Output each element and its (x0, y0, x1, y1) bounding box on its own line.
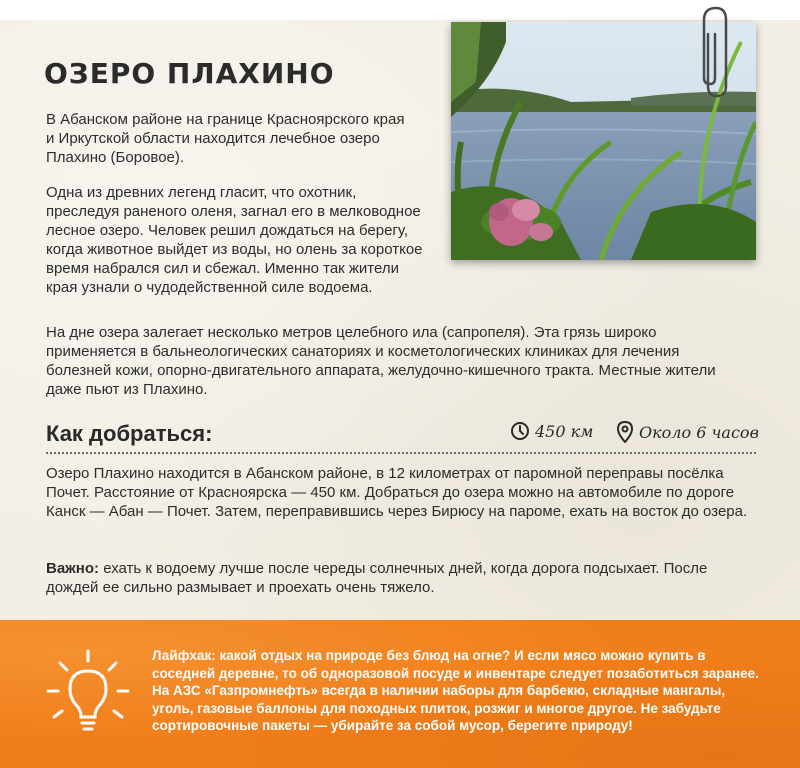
legend-paragraph: Одна из древних легенд гласит, что охотник, преследуя раненого оленя, загнал его в мелководное лесное озеро. Человек решил дождаться на берегу, когда животное выйдет из воды, но олень за короткое время набрался сил и сбежал. Именно так жители края узнали о чудодейственной силе водоема. (46, 184, 423, 296)
tip-text: Лайфхак: какой отдых на природе без блюд на огне? И если мясо можно купить в соседней деревне, то об одноразовой посуде и инвентаре следует позаботиться заранее. На АЗС «Газпромнефть» всегда в наличии наборы для барбекю, складные мангалы, уголь, газовые баллоны для походных плиток, розжиг и многое другое. Не забудьте сортировочные пакеты — убирайте за собой мусор, берегите природу! (152, 648, 759, 733)
time-value: Около 6 часов (639, 422, 759, 442)
important-label: Важно: (46, 560, 100, 577)
location-pin-icon (616, 421, 634, 443)
route-heading: Как добраться: (46, 421, 213, 446)
important-paragraph (46, 559, 756, 597)
intro-paragraph: В Абанском районе на границе Красноярского края и Иркутской области находится лечебное озеро Плахино (Боровое). (46, 111, 405, 166)
paperclip-icon (698, 4, 734, 100)
distance-info (510, 421, 593, 441)
important-text: ехать к водоему лучше после череды солнечных дней, когда дорога подсыхает. После дождей ее сильно размывает и проехать очень тяжело. (46, 560, 708, 596)
clock-icon (510, 421, 530, 441)
dotted-divider (46, 452, 756, 454)
route-paragraph: Озеро Плахино находится в Абанском районе, в 12 километрах от паромной переправы посёлка Почет. Расстояние от Красноярска — 450 км. Добраться до озера можно на автомобиле по дороге Канск — Абан — Почет. Затем, переправившись через Бирюсу на пароме, ехать на восток до озера. (46, 465, 748, 520)
page-title: ОЗЕРО ПЛАХИНО (44, 57, 335, 90)
distance-value: 450 км (535, 421, 594, 441)
mud-paragraph: На дне озера залегает несколько метров целебного ила (сапропеля). Эта грязь широко применяется в бальнеологических санаториях и косметологических клиниках для лечения болезней кожи, опорно-двигательного аппарата, желудочно-кишечного тракта. Местные жители даже пьют из Плахино. (46, 324, 716, 398)
time-info (616, 421, 759, 443)
lightbulb-icon (40, 645, 136, 741)
